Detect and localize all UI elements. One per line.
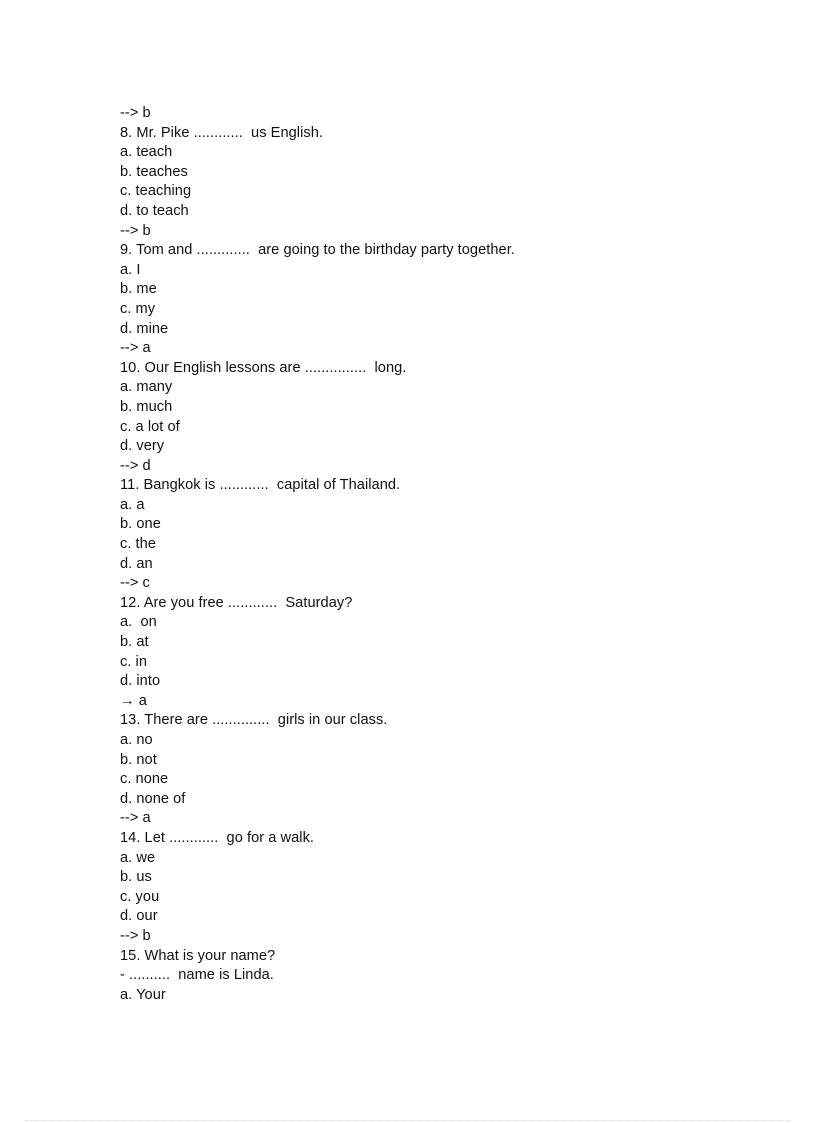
option-line: a. I <box>120 261 141 278</box>
answer-line: --> a <box>120 810 151 827</box>
option-line: c. you <box>120 888 160 905</box>
option-line: a. a <box>120 496 145 513</box>
option-line: a. many <box>120 379 173 396</box>
question-8: 8. Mr. Pike ............ us English. <box>120 124 323 141</box>
question-12: 12. Are you free ............ Saturday? <box>120 594 353 611</box>
option-line: a. teach <box>120 144 173 161</box>
option-line: d. none of <box>120 790 186 807</box>
option-line: b. one <box>120 516 161 533</box>
quiz-text <box>120 104 740 1005</box>
option-line: c. a lot of <box>120 418 180 435</box>
question-11: 11. Bangkok is ............ capital of Thailand. <box>120 477 401 494</box>
option-line: a. Your <box>120 986 166 1003</box>
option-line: d. very <box>120 438 165 455</box>
question-14: 14. Let ............ go for a walk. <box>120 829 315 846</box>
answer-line: --> b <box>120 927 151 944</box>
answer-line: --> a <box>120 340 151 357</box>
option-line: d. our <box>120 908 158 925</box>
option-line: d. into <box>120 673 161 690</box>
option-line: d. an <box>120 555 153 572</box>
answer-line: --> b <box>120 222 151 239</box>
option-line: c. teaching <box>120 183 192 200</box>
answer-line: --> b <box>120 105 151 121</box>
option-line: a. no <box>120 732 153 748</box>
option-line: d. mine <box>120 320 169 337</box>
question-15-prompt: - .......... name is Linda. <box>120 967 274 984</box>
option-line: c. none <box>120 771 169 788</box>
answer-line: → a <box>120 692 147 709</box>
question-13: 13. There are .............. girls in our class. <box>120 712 388 729</box>
option-line: b. much <box>120 398 173 415</box>
option-line: a. we <box>120 849 156 866</box>
option-line: a. on <box>120 614 157 631</box>
option-line: c. my <box>120 300 156 317</box>
question-15: 15. What is your name? <box>120 947 276 964</box>
option-line: c. in <box>120 653 148 670</box>
option-line: b. at <box>120 634 149 651</box>
option-line: d. to teach <box>120 202 189 219</box>
option-line: b. not <box>120 751 157 768</box>
option-line: c. the <box>120 536 156 553</box>
page-bottom-divider <box>26 1120 790 1121</box>
answer-line: --> d <box>120 457 151 474</box>
option-line: b. me <box>120 281 157 298</box>
option-line: b. teaches <box>120 163 188 180</box>
answer-line: --> c <box>120 575 150 592</box>
option-line: b. us <box>120 869 152 886</box>
question-9: 9. Tom and ............. are going to the birthday party together. <box>120 242 515 259</box>
question-10: 10. Our English lessons are ............... long. <box>120 359 407 376</box>
